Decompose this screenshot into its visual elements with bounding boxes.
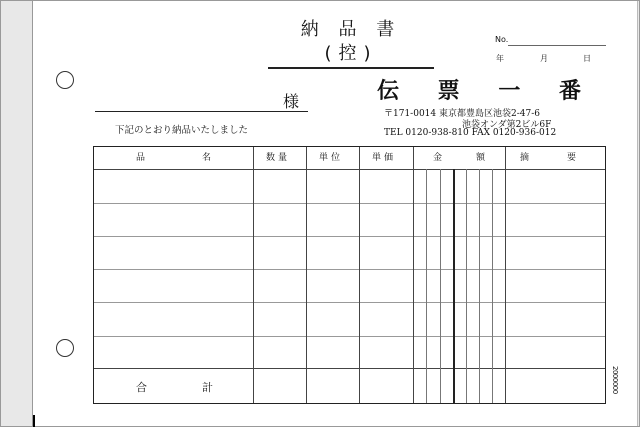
column-divider	[253, 147, 254, 403]
honorific-label: 様	[283, 92, 300, 111]
month-label: 月	[540, 54, 548, 63]
number-field[interactable]	[508, 45, 606, 46]
digit-divider	[453, 169, 455, 403]
header-item: 品	[136, 153, 149, 163]
header-amount: 額	[476, 153, 489, 163]
header-quantity: 数量	[266, 153, 291, 163]
punch-hole-top	[56, 71, 74, 89]
digit-divider	[426, 169, 427, 403]
company-name-char: 一	[498, 79, 521, 104]
form-title: 納 品 書 (控)	[268, 18, 434, 69]
header-divider	[94, 169, 605, 170]
company-phone-fax: TEL 0120-938-810 FAX 0120-936-012	[384, 128, 557, 138]
total-label: 合	[136, 381, 147, 394]
punch-hole-bottom	[56, 339, 74, 357]
row-divider	[94, 302, 605, 303]
header-item: 名	[202, 153, 215, 163]
company-name	[377, 74, 581, 105]
number-label: No.	[495, 35, 509, 44]
company-address: 〒171-0014 東京都豊島区池袋2-47-6	[384, 109, 540, 119]
header-unit-price: 単価	[372, 153, 397, 163]
column-divider	[505, 147, 506, 403]
header-amount: 金	[433, 153, 446, 163]
year-label: 年	[496, 54, 504, 63]
row-divider	[94, 236, 605, 237]
header-remarks: 要	[567, 153, 580, 163]
column-divider	[413, 147, 414, 403]
row-divider	[94, 336, 605, 337]
company-name-char: 伝	[377, 79, 400, 104]
header-remarks: 摘	[520, 153, 533, 163]
header-unit: 単位	[319, 153, 344, 163]
column-divider	[306, 147, 307, 403]
company-name-char: 票	[437, 79, 460, 104]
row-divider	[94, 269, 605, 270]
company-name-char: 番	[558, 79, 581, 104]
items-table	[93, 146, 606, 404]
day-label: 日	[583, 54, 591, 63]
total-label: 計	[202, 381, 213, 394]
edge-mark	[33, 415, 35, 427]
column-divider	[359, 147, 360, 403]
digit-divider	[492, 169, 493, 403]
digit-divider	[440, 169, 441, 403]
row-divider	[94, 203, 605, 204]
company-building: 池袋オンダ第2ビル6F	[462, 120, 552, 130]
digit-divider	[466, 169, 467, 403]
total-divider	[94, 368, 605, 369]
customer-name-field[interactable]	[95, 111, 308, 112]
form-code: 2000000	[611, 366, 619, 394]
delivery-note: 下記のとおり納品いたしました	[115, 125, 249, 136]
digit-divider	[479, 169, 480, 403]
